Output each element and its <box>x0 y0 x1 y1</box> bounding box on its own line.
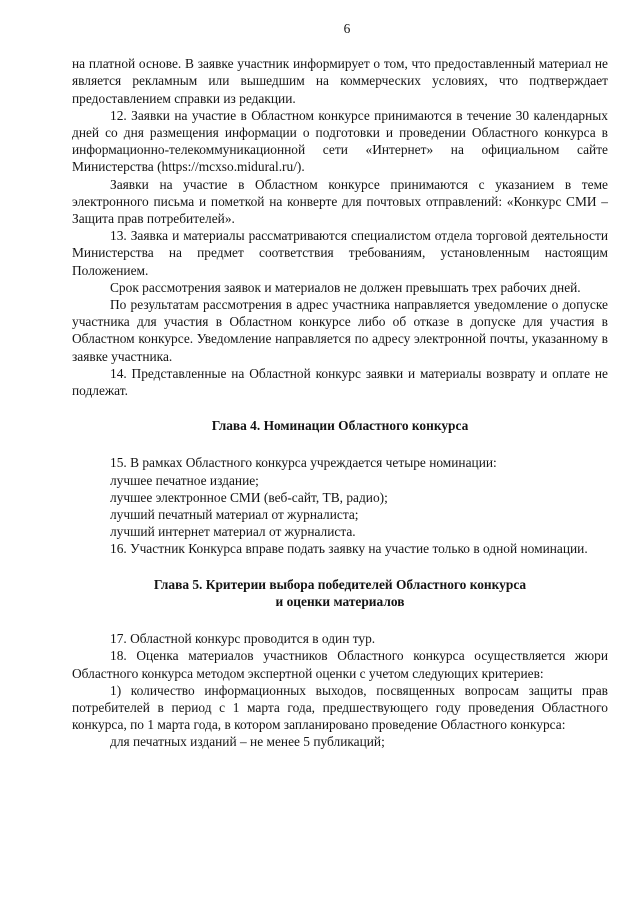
paragraph-item-15: 15. В рамках Областного конкурса учреждается четыре номинации: <box>110 455 497 471</box>
nomination-item: лучшее электронное СМИ (веб-сайт, ТВ, радио); <box>110 489 388 505</box>
paragraph-item-18: 18. Оценка материалов участников Областного конкурса осуществляется жюри Областного конкурса методом экспертной оценки с учетом следующих критериев: <box>72 648 608 681</box>
paragraph-item-12: 12. Заявки на участие в Областном конкурсе принимаются в течение 30 календарных дней со дня размещения информации о подготовки и проведении Областного конкурса в информационно-телекоммуникационной сети «Интернет» на официальном сайте Министерства (https://mcxso.midural.ru/). <box>72 107 608 175</box>
chapter-4-heading: Глава 4. Номинации Областного конкурса <box>211 418 469 434</box>
paragraph-continuation: на платной основе. В заявке участник информирует о том, что предоставленный материал не является рекламным или вышедшим на коммерческих условиях, что подтверждает предоставлением справки из редакции. <box>72 56 608 106</box>
paragraph-item-16: 16. Участник Конкурса вправе подать заявку на участие только в одной номинации. <box>110 541 588 557</box>
criterion-print: для печатных изданий – не менее 5 публикаций; <box>110 734 385 750</box>
page-number: 6 <box>343 21 351 36</box>
paragraph-item-13: 13. Заявка и материалы рассматриваются специалистом отдела торговой деятельности Министерства на предмет соответствия требованиям, установленным настоящим Положением. <box>72 228 608 278</box>
paragraph-item-17: 17. Областной конкурс проводится в один тур. <box>110 631 376 647</box>
paragraph-item-14: 14. Представленные на Областной конкурс заявки и материалы возврату и оплате не подлежат. <box>72 365 608 399</box>
chapter-5-heading-line-2: и оценки материалов <box>275 593 405 609</box>
nomination-item: лучший интернет материал от журналиста. <box>110 524 356 540</box>
nomination-item: лучшее печатное издание; <box>110 472 259 488</box>
nomination-item: лучший печатный материал от журналиста; <box>110 507 359 523</box>
document-page <box>72 20 608 751</box>
chapter-5-heading-line-1: Глава 5. Критерии выбора победителей Областного конкурса <box>153 576 527 592</box>
paragraph-notification: По результатам рассмотрения в адрес участника направляется уведомление о допуске участника для участия в Областном конкурсе либо об отказе в допуске для участия в Областном конкурсе. Уведомление направляется по адресу электронной почты, указанному в заявке участника. <box>72 297 608 364</box>
criterion-1: 1) количество информационных выходов, посвященных вопросам защиты прав потребителей в период с 1 марта года, предшествующего году проведения Областного конкурса, по 1 марта года, в котором запланировано проведение Областного конкурса: <box>72 682 608 733</box>
paragraph-review-period: Срок рассмотрения заявок и материалов не должен превышать трех рабочих дней. <box>110 279 581 295</box>
paragraph-email-subject: Заявки на участие в Областном конкурсе принимаются с указанием в теме электронного письма и пометкой на конверте для почтовых отправлений: «Конкурс СМИ – Защита прав потребителей». <box>72 176 608 227</box>
